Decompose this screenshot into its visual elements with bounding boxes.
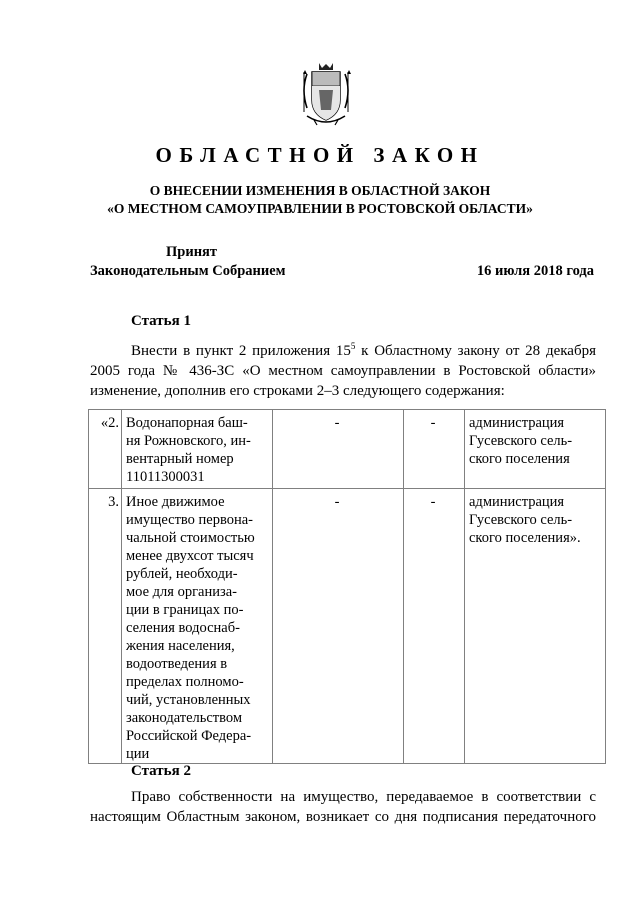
article2-line1: Право собственности на имущество, передаваемое в соответствии с xyxy=(131,789,596,805)
dash-cell: - xyxy=(273,410,404,489)
document-title: ОБЛАСТНОЙ ЗАКОН xyxy=(155,143,485,167)
article1-heading: Статья 1 xyxy=(131,313,191,329)
row-number: 3. xyxy=(89,489,122,764)
amendment-table xyxy=(88,409,606,764)
property-name: Водонапорная баш- ня Рожновского, ин- вентарный номер 11011300031 xyxy=(122,410,273,489)
recipient-administration: администрация Гусевского сель- ского поселения xyxy=(465,410,606,489)
article1-line2: 2005 года № 436-ЗС «О местном самоуправлении в Ростовской области» xyxy=(90,363,596,379)
table-row xyxy=(89,410,606,489)
document-subtitle-line1: О ВНЕСЕНИИ ИЗМЕНЕНИЯ В ОБЛАСТНОЙ ЗАКОН xyxy=(149,183,491,198)
article2-text xyxy=(90,787,596,827)
adopting-body: Законодательным Собранием xyxy=(90,263,286,279)
article1-text xyxy=(90,336,596,401)
document-subtitle-line2: «О МЕСТНОМ САМОУПРАВЛЕНИИ В РОСТОВСКОЙ ОБЛАСТИ» xyxy=(107,201,533,216)
table-row xyxy=(89,489,606,764)
adoption-label: Принят xyxy=(166,244,218,260)
article2-heading: Статья 2 xyxy=(131,763,191,779)
article1-line3: изменение, дополнив его строками 2–3 следующего содержания: xyxy=(90,383,505,399)
adoption-date: 16 июля 2018 года xyxy=(476,263,594,279)
recipient-administration: администрация Гусевского сель- ского поселения». xyxy=(465,489,606,764)
article2-line2: настоящим Областным законом, возникает со дня подписания передаточного xyxy=(90,809,596,825)
property-name: Иное движимое имущество первона- чальной стоимостью менее двухсот тысяч рублей, необходи- мое для организа- ции в границах по- селения водоснаб- жения населения, водоотведения в пределах полномо- чий, установленных законодательством Российской Федера- ции xyxy=(122,489,273,764)
dash-cell: - xyxy=(273,489,404,764)
rostov-region-coat-of-arms-icon xyxy=(297,60,355,130)
article1-line1: Внести в пункт 2 приложения $15^5$ к Областному закону от 28 декабря xyxy=(131,341,596,359)
superscript: 5 xyxy=(350,341,356,351)
dash-cell: - xyxy=(404,410,465,489)
row-number: «2. xyxy=(89,410,122,489)
dash-cell: - xyxy=(404,489,465,764)
